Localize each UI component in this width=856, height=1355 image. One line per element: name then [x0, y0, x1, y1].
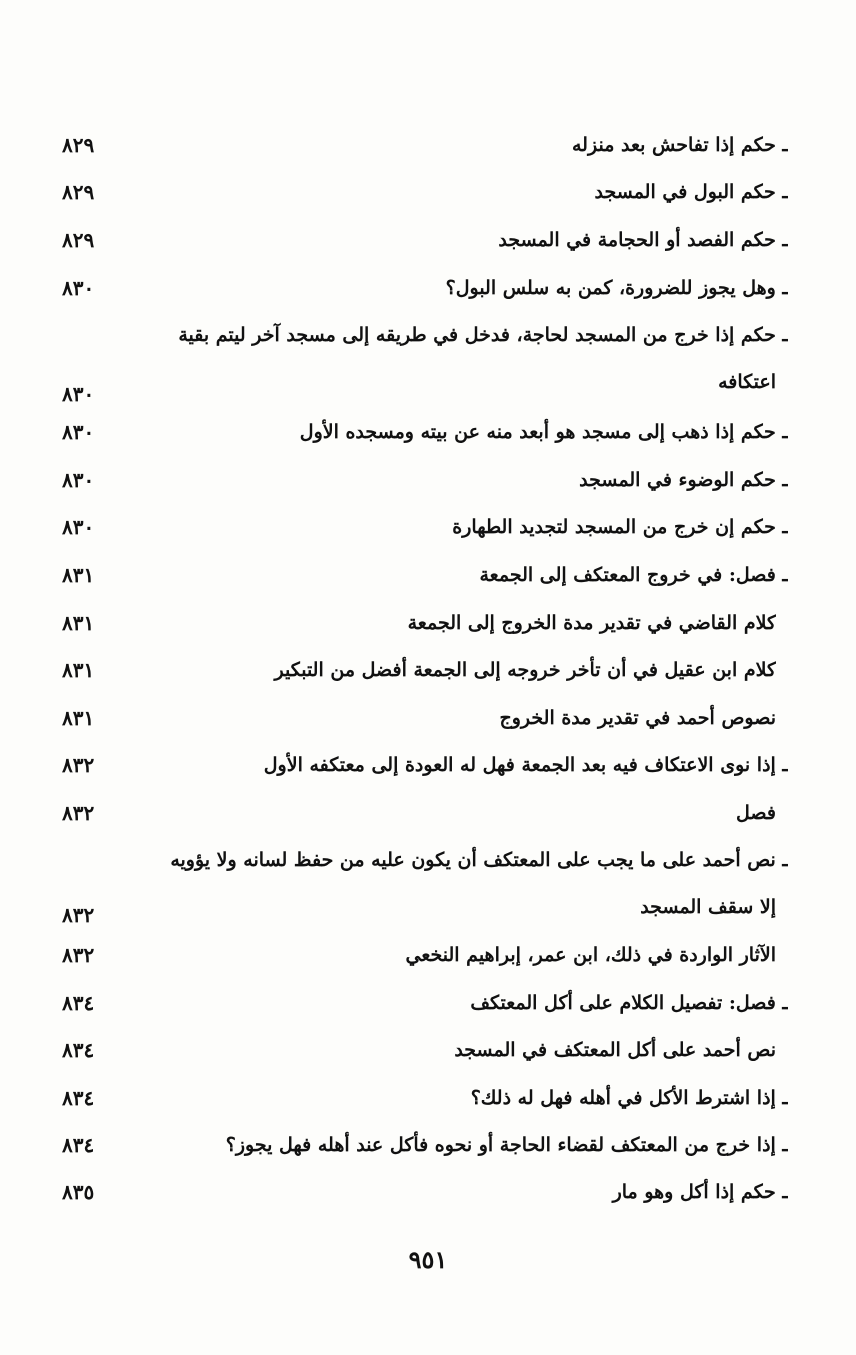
index-entry: [0, 125, 856, 165]
index-entry: [0, 268, 856, 308]
index-entry: [0, 555, 856, 595]
entry-page-number: ٨٣٢: [62, 903, 95, 927]
index-entry: [0, 315, 856, 355]
page-number: ٩٥١: [408, 1245, 448, 1274]
index-subentry: [0, 1030, 856, 1070]
index-entry: [0, 460, 856, 500]
entry-page-number: ٨٣٠: [62, 468, 95, 492]
index-entry: [0, 507, 856, 547]
entry-page-number: ٨٣٢: [62, 943, 95, 967]
index-subentry: [0, 650, 856, 690]
entry-page-number: ٨٣٤: [62, 991, 95, 1015]
entry-page-number: ٨٣٠: [62, 420, 95, 444]
entry-text: ـ حكم الفصد أو الحجامة في المسجد: [498, 229, 788, 251]
index-entry: [0, 840, 856, 880]
entry-text: ـ حكم إذا خرج من المسجد لحاجة، فدخل في طريقه إلى مسجد آخر ليتم بقية: [178, 324, 788, 346]
index-entry-continuation: [0, 887, 856, 927]
entry-text: ـ حكم الوضوء في المسجد: [579, 469, 788, 491]
entry-text: ـ وهل يجوز للضرورة، كمن به سلس البول؟: [445, 277, 788, 299]
entry-page-number: ٨٢٩: [62, 228, 95, 252]
entry-text: ـ حكم إذا ذهب إلى مسجد هو أبعد منه عن بيته ومسجده الأول: [299, 421, 788, 443]
entry-text: كلام القاضي في تقدير مدة الخروج إلى الجمعة: [407, 612, 776, 634]
entry-text: ـ إذا خرج من المعتكف لقضاء الحاجة أو نحوه فأكل عند أهله فهل يجوز؟: [225, 1134, 788, 1156]
entry-page-number: ٨٣٤: [62, 1038, 95, 1062]
entry-text: ـ حكم إن خرج من المسجد لتجديد الطهارة: [452, 516, 788, 538]
entry-text: ـ فصل: تفصيل الكلام على أكل المعتكف: [470, 992, 788, 1014]
index-entry: [0, 1125, 856, 1165]
index-entry: [0, 220, 856, 260]
index-subentry: [0, 603, 856, 643]
entry-page-number: ٨٣٠: [62, 276, 95, 300]
entry-text: نص أحمد على أكل المعتكف في المسجد: [454, 1039, 776, 1061]
entry-text: إلا سقف المسجد: [640, 896, 776, 918]
index-entry: [0, 172, 856, 212]
entry-page-number: ٨٢٩: [62, 133, 95, 157]
entry-text: ـ فصل: في خروج المعتكف إلى الجمعة: [479, 564, 788, 586]
entry-text: ـ إذا نوى الاعتكاف فيه بعد الجمعة فهل له العودة إلى معتكفه الأول: [263, 754, 788, 776]
entry-page-number: ٨٣١: [62, 611, 95, 635]
index-entry: [0, 745, 856, 785]
entry-text: نصوص أحمد في تقدير مدة الخروج: [499, 707, 776, 729]
entry-page-number: ٨٣٥: [62, 1180, 95, 1204]
entry-page-number: ٨٣١: [62, 563, 95, 587]
entry-page-number: ٨٣١: [62, 658, 95, 682]
index-entry-continuation: [0, 362, 856, 406]
entry-text: ـ حكم إذا أكل وهو مار: [612, 1181, 788, 1203]
entry-text: ـ حكم إذا تفاحش بعد منزله: [572, 134, 788, 156]
entry-text: ـ نص أحمد على ما يجب على المعتكف أن يكون عليه من حفظ لسانه ولا يؤويه: [170, 849, 788, 871]
entry-text: اعتكافه: [718, 371, 776, 393]
index-subentry: [0, 793, 856, 833]
entry-page-number: ٨٣٠: [62, 515, 95, 539]
index-subentry: [0, 698, 856, 738]
entry-page-number: ٨٣١: [62, 706, 95, 730]
entry-page-number: ٨٣٤: [62, 1133, 95, 1157]
entry-page-number: ٨٣٠: [62, 382, 95, 406]
index-entry: [0, 1172, 856, 1212]
entry-page-number: ٨٣٤: [62, 1086, 95, 1110]
index-entry: [0, 1078, 856, 1118]
entry-text: ـ حكم البول في المسجد: [594, 181, 788, 203]
entry-text: كلام ابن عقيل في أن تأخر خروجه إلى الجمعة أفضل من التبكير: [274, 659, 776, 681]
index-entry: [0, 983, 856, 1023]
entry-page-number: ٨٣٢: [62, 801, 95, 825]
entry-page-number: ٨٣٢: [62, 753, 95, 777]
entry-text: ـ إذا اشترط الأكل في أهله فهل له ذلك؟: [470, 1087, 788, 1109]
entry-text: فصل: [736, 802, 776, 824]
entry-page-number: ٨٢٩: [62, 180, 95, 204]
index-entry: [0, 412, 856, 452]
entry-text: الآثار الواردة في ذلك، ابن عمر، إبراهيم النخعي: [405, 944, 776, 966]
index-subentry: [0, 935, 856, 975]
